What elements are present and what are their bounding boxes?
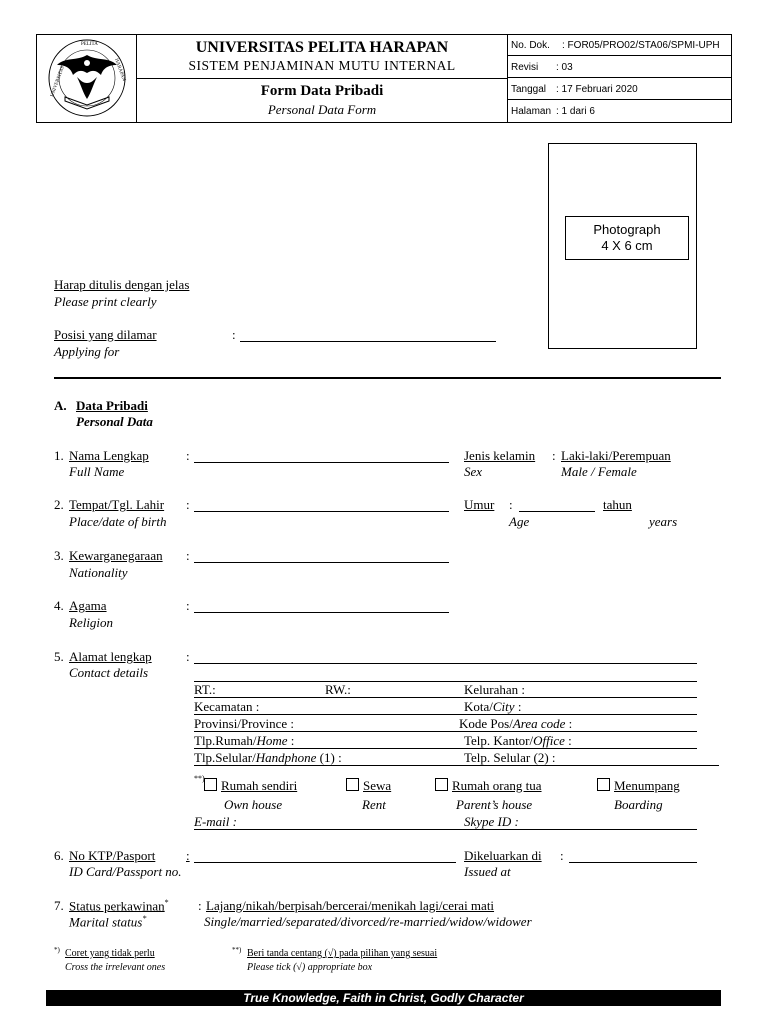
university-name: UNIVERSITAS PELITA HARAPAN [195, 39, 449, 56]
document-header [36, 34, 732, 123]
logo-cell [37, 35, 137, 122]
address-field-2[interactable] [194, 681, 697, 682]
birth-label: Tempat/Tgl. Lahir [69, 497, 165, 512]
date-row: Tanggal : 17 Februari 2020 [508, 79, 731, 100]
svg-text:UNIVERSITAS: UNIVERSITAS [50, 65, 66, 98]
marital-options[interactable]: Lajang/nikah/berpisah/bercerai/menikah lagi/cerai mati [206, 898, 495, 913]
age-field[interactable] [519, 511, 595, 512]
parent-house-checkbox[interactable] [435, 778, 448, 791]
issued-field[interactable] [569, 862, 697, 863]
footer-motto: True Knowledge, Faith in Christ, Godly Character [46, 990, 721, 1006]
email-skype-field[interactable] [194, 829, 697, 830]
own-house-option[interactable]: Rumah sendiri [204, 778, 297, 794]
issued-label: Dikeluarkan di [464, 848, 542, 863]
full-name-field[interactable] [194, 462, 449, 463]
age-label: Umur [464, 497, 495, 512]
photo-label: Photograph 4 X 6 cm [565, 216, 689, 260]
revision-row: Revisi : 03 [508, 57, 731, 78]
note-2: Beri tanda centang (√) pada pilihan yang sesuai [247, 948, 438, 959]
phone-home-office-field[interactable] [194, 748, 697, 749]
rent-checkbox[interactable] [346, 778, 359, 791]
address-field-1[interactable] [194, 663, 697, 664]
own-house-checkbox[interactable] [204, 778, 217, 791]
print-clearly-label-en: Please print clearly [54, 294, 157, 309]
page-row: Halaman : 1 dari 6 [511, 106, 595, 117]
form-title: Form Data Pribadi [260, 83, 384, 99]
birth-field[interactable] [194, 511, 449, 512]
photo-area[interactable] [548, 143, 697, 349]
position-label: Posisi yang dilamar [54, 327, 157, 342]
kecamatan-kota-field[interactable] [194, 714, 697, 715]
svg-text:PELITA: PELITA [81, 42, 98, 47]
religion-label: Agama [69, 598, 107, 613]
id-card-label: No KTP/Pasport [69, 848, 156, 863]
full-name-label: Nama Lengkap [69, 448, 149, 463]
position-field[interactable] [240, 341, 496, 342]
parent-house-option[interactable]: Rumah orang tua [435, 778, 542, 794]
print-clearly-label: Harap ditulis dengan jelas [54, 277, 190, 292]
mobile-phone-field[interactable] [194, 765, 719, 766]
boarding-checkbox[interactable] [597, 778, 610, 791]
gender-options[interactable]: Laki-laki/Perempuan [561, 448, 671, 463]
address-label: Alamat lengkap [69, 649, 152, 664]
nationality-field[interactable] [194, 562, 449, 563]
section-title: Data Pribadi [76, 398, 148, 413]
section-title-en: Personal Data [76, 414, 153, 429]
boarding-option[interactable]: Menumpang [597, 778, 680, 794]
nationality-label: Kewarganegaraan [69, 548, 163, 563]
doc-number-row: No. Dok. : FOR05/PRO02/STA06/SPMI-UPH [508, 35, 731, 56]
id-card-field[interactable] [194, 862, 456, 863]
religion-field[interactable] [194, 612, 449, 613]
rt-rw-kelurahan-field[interactable] [194, 697, 697, 698]
rent-option[interactable]: Sewa [346, 778, 391, 794]
position-label-en: Applying for [54, 344, 120, 359]
note-1: Coret yang tidak perlu [65, 948, 155, 959]
system-name: SISTEM PENJAMINAN MUTU INTERNAL [188, 58, 456, 73]
section-divider [54, 377, 721, 379]
university-logo [37, 35, 135, 122]
gender-label: Jenis kelamin [464, 448, 536, 463]
svg-text:HARAPAN: HARAPAN [113, 57, 126, 82]
form-subtitle: Personal Data Form [267, 102, 377, 117]
province-postcode-field[interactable] [194, 731, 697, 732]
marital-label: Status perkawinan [69, 898, 165, 914]
